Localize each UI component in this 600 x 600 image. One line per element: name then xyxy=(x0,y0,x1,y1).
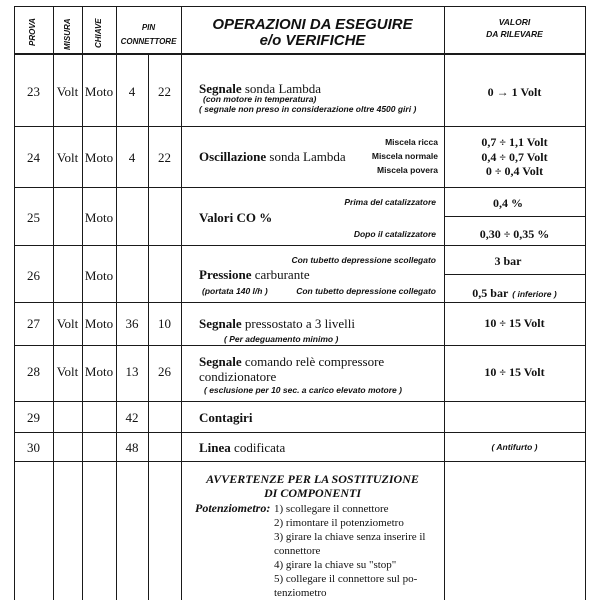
header-title-line2: e/o VERIFICHE xyxy=(259,32,366,49)
measured-value: 10 ÷ 15 Volt xyxy=(484,316,545,330)
sub-label-povera: Miscela povera xyxy=(377,165,438,175)
header-prova: PROVA xyxy=(28,18,37,46)
cell-pin-a: 13 xyxy=(125,364,139,379)
sub-label-ricca: Miscela ricca xyxy=(385,137,438,147)
cell-pin-a: 4 xyxy=(128,150,136,165)
warning-step: tenziometro xyxy=(274,587,327,599)
measured-value: 0,4 % xyxy=(493,196,523,210)
operation-text: Oscillazione sonda Lambda xyxy=(199,149,346,164)
header-connettore: CONNETTORE xyxy=(120,37,177,46)
cell-prova: 28 xyxy=(27,364,40,379)
operation-text-line2: condizionatore xyxy=(199,369,277,384)
measured-value: 3 bar xyxy=(494,254,522,268)
operation-text: Pressione carburante xyxy=(199,267,310,282)
warning-step: 1) scollegare il connettore xyxy=(274,503,389,515)
operation-text: Contagiri xyxy=(199,410,253,425)
header-pin: PIN xyxy=(141,23,156,32)
measured-value: 0 → 1 Volt xyxy=(487,85,542,99)
warning-step: 4) girare la chiave su "stop" xyxy=(274,559,397,571)
operation-text: Valori CO % xyxy=(199,210,273,225)
cell-pin-a: 4 xyxy=(128,84,136,99)
operation-text: Segnale sonda Lambda xyxy=(199,81,322,96)
measured-value: ( Antifurto ) xyxy=(491,442,538,452)
measured-value: 10 ÷ 15 Volt xyxy=(484,365,545,379)
measured-value: 0,4 ÷ 0,7 Volt xyxy=(481,150,548,164)
operation-text: Segnale comando relè compressore xyxy=(199,354,385,369)
header-chiave: CHIAVE xyxy=(94,18,103,48)
cell-chiave: Moto xyxy=(84,268,114,283)
cell-prova: 27 xyxy=(27,316,40,331)
header-title-line1: OPERAZIONI DA ESEGUIRE xyxy=(212,16,413,33)
cell-prova: 29 xyxy=(27,410,40,425)
sub-label-dopo: Dopo il catalizzatore xyxy=(353,229,436,239)
operation-note: ( esclusione per 10 sec. a carico elevato motore ) xyxy=(204,385,402,395)
header-values-line2: DA RILEVARE xyxy=(486,29,543,39)
cell-chiave: Moto xyxy=(84,210,114,225)
warning-step: 5) collegare il connettore sul po- xyxy=(274,573,418,585)
operation-note: ( Per adeguamento minimo ) xyxy=(224,334,339,344)
cell-pin-b: 22 xyxy=(158,150,171,165)
cell-pin-a: 48 xyxy=(125,440,139,455)
cell-prova: 24 xyxy=(27,150,40,165)
cell-chiave: Moto xyxy=(84,364,114,379)
header-values-line1: VALORI xyxy=(498,17,531,27)
warnings-label: Potenziometro: xyxy=(195,501,271,515)
cell-misura: Volt xyxy=(56,364,79,379)
measured-value: 0,30 ÷ 0,35 % xyxy=(479,227,550,241)
measured-value: 0,7 ÷ 1,1 Volt xyxy=(481,135,548,149)
measured-value: 0 ÷ 0,4 Volt xyxy=(485,164,544,178)
header-misura: MISURA xyxy=(63,18,72,50)
sub-label-scollegato: Con tubetto depressione scollegato xyxy=(291,255,436,265)
cell-pin-a: 42 xyxy=(125,410,139,425)
sub-label-normale: Miscela normale xyxy=(371,151,438,161)
operation-note: ( segnale non preso in considerazione oltre 4500 giri ) xyxy=(199,104,417,114)
cell-pin-b: 10 xyxy=(158,316,171,331)
cell-pin-b: 22 xyxy=(158,84,171,99)
cell-chiave: Moto xyxy=(84,150,114,165)
measured-value: 0,5 bar ( inferiore ) xyxy=(472,286,557,300)
operation-note: (con motore in temperatura) xyxy=(203,94,317,104)
warnings-title-line2: DI COMPONENTI xyxy=(263,486,361,500)
cell-misura: Volt xyxy=(56,150,79,165)
cell-chiave: Moto xyxy=(84,84,114,99)
sub-label-collegato: Con tubetto depressione collegato xyxy=(296,286,436,296)
cell-prova: 25 xyxy=(27,210,40,225)
cell-prova: 30 xyxy=(27,440,40,455)
cell-pin-a: 36 xyxy=(125,316,139,331)
operation-text: Linea codificata xyxy=(199,440,286,455)
cell-misura: Volt xyxy=(56,316,79,331)
sub-label-prima: Prima del catalizzatore xyxy=(344,197,436,207)
operation-note: (portata 140 l/h ) xyxy=(202,286,268,296)
cell-prova: 23 xyxy=(27,84,40,99)
warning-step: connettore xyxy=(274,545,321,557)
cell-misura: Volt xyxy=(56,84,79,99)
operation-text: Segnale pressostato a 3 livelli xyxy=(199,316,355,331)
warnings-title-line1: AVVERTENZE PER LA SOSTITUZIONE xyxy=(206,472,419,486)
cell-prova: 26 xyxy=(27,268,40,283)
warning-step: 3) girare la chiave senza inserire il xyxy=(274,531,426,543)
cell-chiave: Moto xyxy=(84,316,114,331)
warning-step: 2) rimontare il potenziometro xyxy=(274,517,404,529)
cell-pin-b: 26 xyxy=(158,364,171,379)
